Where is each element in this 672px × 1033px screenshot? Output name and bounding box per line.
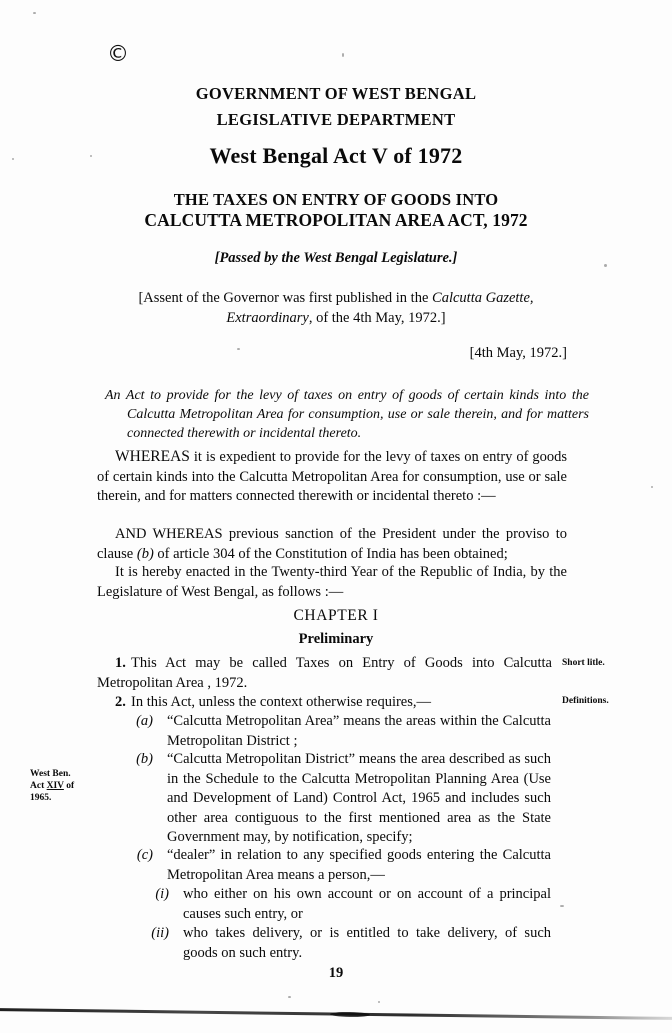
assent-date: [4th May, 1972.]	[469, 345, 567, 361]
passed-by-line: [Passed by the West Bengal Legislature.]	[214, 250, 458, 266]
section-2-text: In this Act, unless the context otherwise requires,—	[131, 694, 432, 710]
scan-speck	[33, 12, 36, 14]
act-title-line1: THE TAXES ON ENTRY OF GOODS INTO	[173, 190, 499, 209]
clause-b-reference: (b)	[136, 545, 154, 562]
section-2	[97, 693, 552, 713]
clause-b-marker: (b)	[136, 751, 153, 767]
clause-c-i	[127, 885, 551, 924]
section-1-text: This Act may be called Taxes on Entry of Goods into Calcutta Metropolitan Area , 1972.	[97, 655, 552, 691]
margin-note-line2-after: of	[63, 781, 75, 791]
margin-note-line2-before: Act	[30, 781, 47, 791]
and-whereas-paragraph	[97, 525, 567, 564]
whereas-text: it is expedient to provide for the levy of taxes on entry of goods of certain kinds into the Calcutta Metropolitan Area for consumption, use or sale therein, and for matters connected therewith or incidental thereto :—	[97, 449, 567, 504]
whereas-lead: WHEREAS	[115, 448, 190, 465]
scan-speck	[288, 996, 291, 998]
and-whereas-text-after: of article 304 of the Constitution of India has been obtained;	[153, 545, 508, 562]
page-number: 19	[328, 965, 344, 981]
act-preamble	[105, 386, 589, 443]
clause-c-ii-text: who takes delivery, or is entitled to take delivery, of such goods on such entry.	[183, 925, 551, 961]
section-1-number: 1.	[115, 655, 126, 671]
gazette-extraordinary: Extraordinary	[226, 310, 309, 326]
act-title-line2: CALCUTTA METROPOLITAN AREA ACT, 1972	[144, 210, 528, 230]
scan-speck	[651, 486, 653, 488]
enacting-formula: It is hereby enacted in the Twenty-third Year of the Republic of India, by the Legislature of West Bengal, as follows :—	[97, 564, 567, 600]
section-2-number: 2.	[115, 694, 126, 710]
act-preamble-text: An Act to provide for the levy of taxes on entry of goods of certain kinds into the Calcutta Metropolitan Area for consumption, use or sale therein, and for matters connected therewith or incidental thereto.	[105, 388, 589, 441]
clause-a-marker: (a)	[136, 713, 153, 729]
scan-blob-artifact	[330, 1012, 370, 1018]
act-number-heading: West Bengal Act V of 1972	[209, 143, 463, 168]
and-whereas-lead: AND WHEREAS	[115, 526, 223, 542]
copyright-icon: ©	[107, 42, 129, 67]
act-title	[0, 190, 672, 230]
margin-note-line3: 1965.	[30, 793, 52, 803]
margin-note-west-ben-act	[30, 768, 74, 804]
clause-b-text: “Calcutta Metropolitan District” means the area described as such in the Schedule to the Calcutta Metropolitan Planning Area (Use and Development of Land) Control Act, 1965 and includes such other area contiguous to the first mentioned area as the State Government may, by notification, specify;	[167, 751, 551, 845]
scan-speck	[342, 53, 344, 57]
clause-c-i-marker: (i)	[155, 886, 169, 902]
margin-note-roman-numeral: XIV	[46, 781, 64, 791]
government-heading: GOVERNMENT OF WEST BENGAL	[195, 84, 477, 103]
clause-c	[111, 846, 551, 885]
clause-b	[111, 750, 551, 848]
whereas-paragraph	[97, 447, 567, 507]
margin-note-line2	[30, 780, 74, 792]
clause-a	[111, 712, 551, 751]
gazette-name: Calcutta Gazette,	[432, 290, 534, 306]
clause-c-ii-marker: (ii)	[151, 925, 169, 941]
scan-speck	[560, 905, 564, 907]
department-heading: LEGISLATIVE DEPARTMENT	[216, 110, 456, 129]
assent-prefix: [Assent of the Governor was first published in the	[138, 290, 433, 306]
margin-note-line1: West Ben.	[30, 769, 71, 779]
chapter-subheading: Preliminary	[298, 631, 374, 647]
section-1	[97, 654, 552, 693]
assent-suffix: , of the 4th May, 1972.]	[308, 310, 446, 326]
chapter-heading: CHAPTER I	[293, 607, 379, 624]
assent-paragraph	[105, 288, 567, 328]
clause-c-marker: (c)	[136, 847, 153, 863]
scan-speck	[378, 1001, 380, 1003]
margin-note-definitions: Definitions.	[562, 696, 609, 706]
clause-c-text: “dealer” in relation to any specified goods entering the Calcutta Metropolitan Area means a person,—	[167, 847, 551, 883]
and-whereas-text-before: previous sanction of the President under the proviso to clause	[97, 526, 567, 562]
clause-c-ii	[127, 924, 551, 963]
clause-a-text: “Calcutta Metropolitan Area” means the areas within the Calcutta Metropolitan District ;	[167, 713, 551, 749]
margin-note-short-title: Short litle.	[562, 658, 605, 668]
clause-c-i-text: who either on his own account or on account of a principal causes such entry, or	[183, 886, 551, 922]
